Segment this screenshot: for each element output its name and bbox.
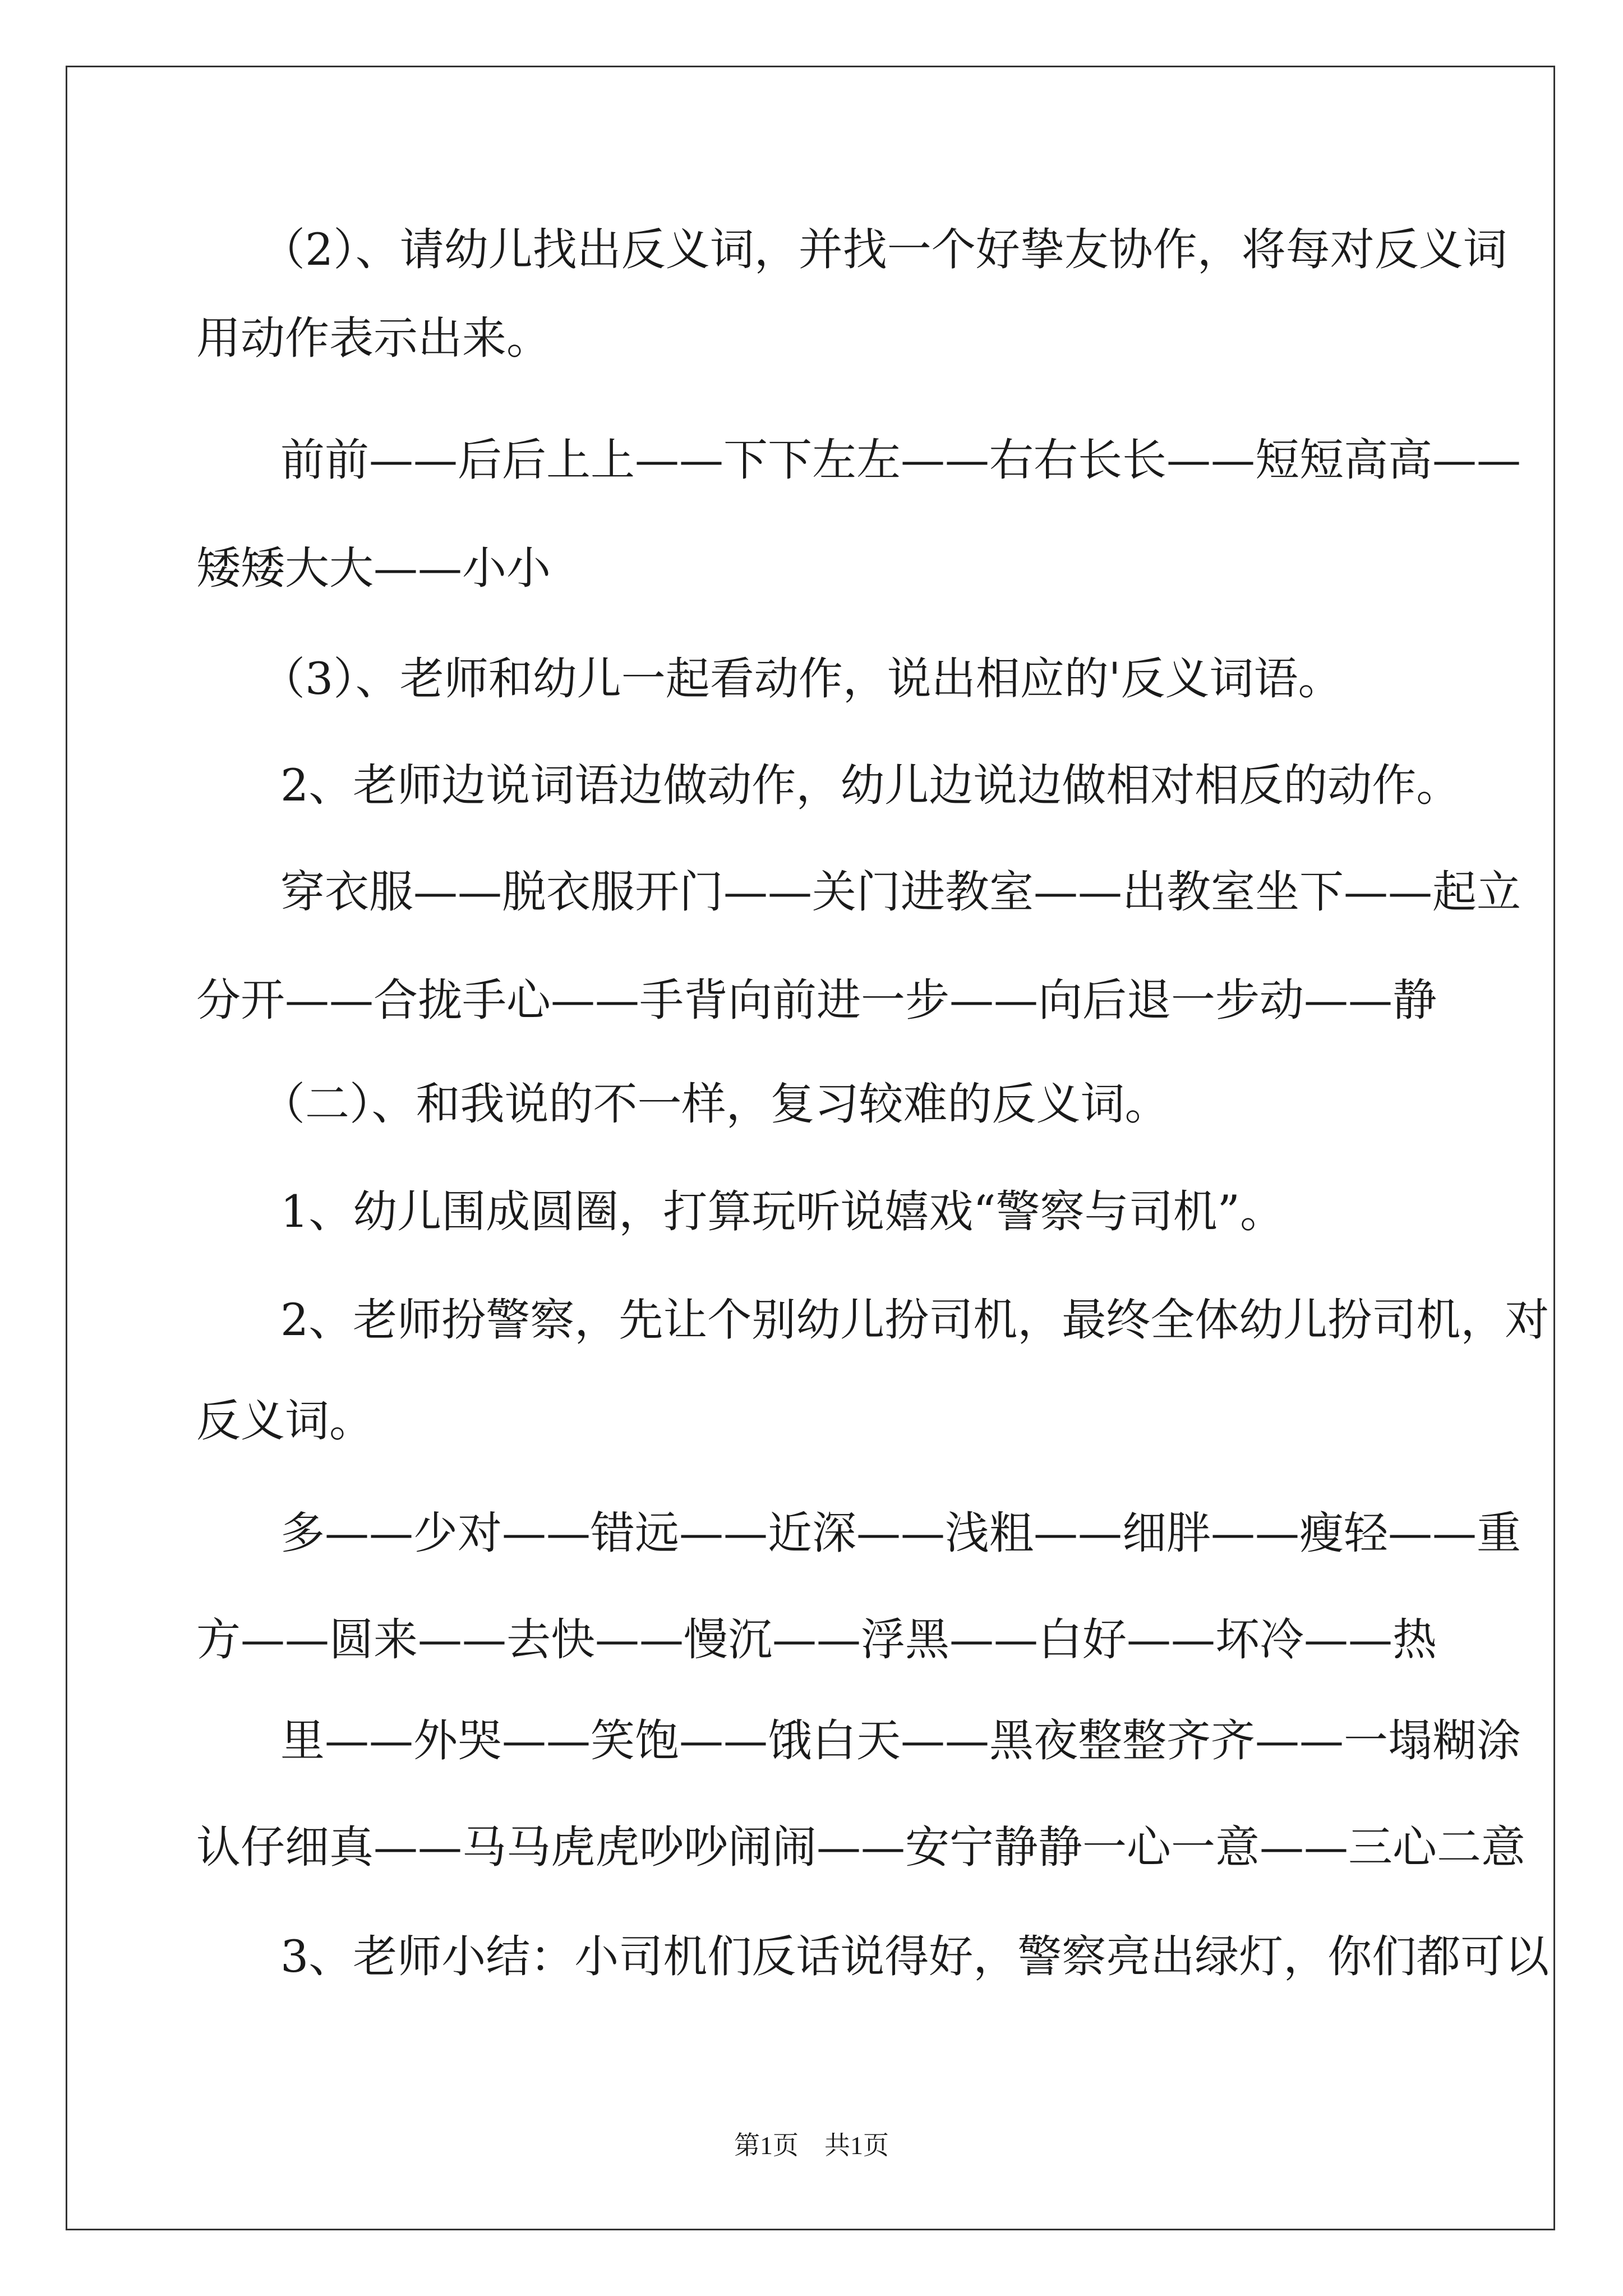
text-line: 2、老师扮警察，先让个别幼儿扮司机，最终全体幼儿扮司机，对 (280, 1294, 1550, 1346)
text-line: 反义词。 (196, 1395, 374, 1447)
text-line: 里——外哭——笑饱——饿白天——黑夜整整齐齐——一塌糊涂 (280, 1715, 1521, 1766)
text-line: 矮矮大大——小小 (196, 542, 551, 594)
text-line: 3、老师小结：小司机们反话说得好，警察亮出绿灯，你们都可以 (280, 1931, 1550, 1982)
page-number-footer: 第1页 共1页 (734, 2131, 889, 2160)
text-line: （二）、和我说的不一样，复习较难的反义词。 (261, 1078, 1169, 1130)
page-border (66, 66, 1555, 2230)
text-line: 认仔细真——马马虎虎吵吵闹闹——安宁静静一心一意——三心二意 (196, 1821, 1525, 1873)
text-line: （3）、老师和幼儿一起看动作，说出相应的'反义词语。 (261, 653, 1343, 705)
text-line: 用动作表示出来。 (196, 312, 551, 364)
text-line: 1、幼儿围成圆圈，打算玩听说嬉戏“警察与司机”。 (280, 1186, 1285, 1237)
text-line: 穿衣服——脱衣服开门——关门进教室——出教室坐下——起立 (280, 866, 1521, 918)
text-line: 方——圆来——去快——慢沉——浮黑——白好——坏冷——热 (196, 1614, 1437, 1665)
text-line: 多——少对——错远——近深——浅粗——细胖——瘦轻——重 (280, 1507, 1521, 1559)
text-line: 前前——后后上上——下下左左——右右长长——短短高高—— (280, 434, 1521, 486)
text-line: （2）、请幼儿找出反义词，并找一个好挚友协作，将每对反义词 (261, 224, 1507, 275)
text-line: 分开——合拢手心——手背向前进一步——向后退一步动——静 (196, 974, 1437, 1026)
text-line: 2、老师边说词语边做动作，幼儿边说边做相对相反的动作。 (280, 760, 1461, 811)
